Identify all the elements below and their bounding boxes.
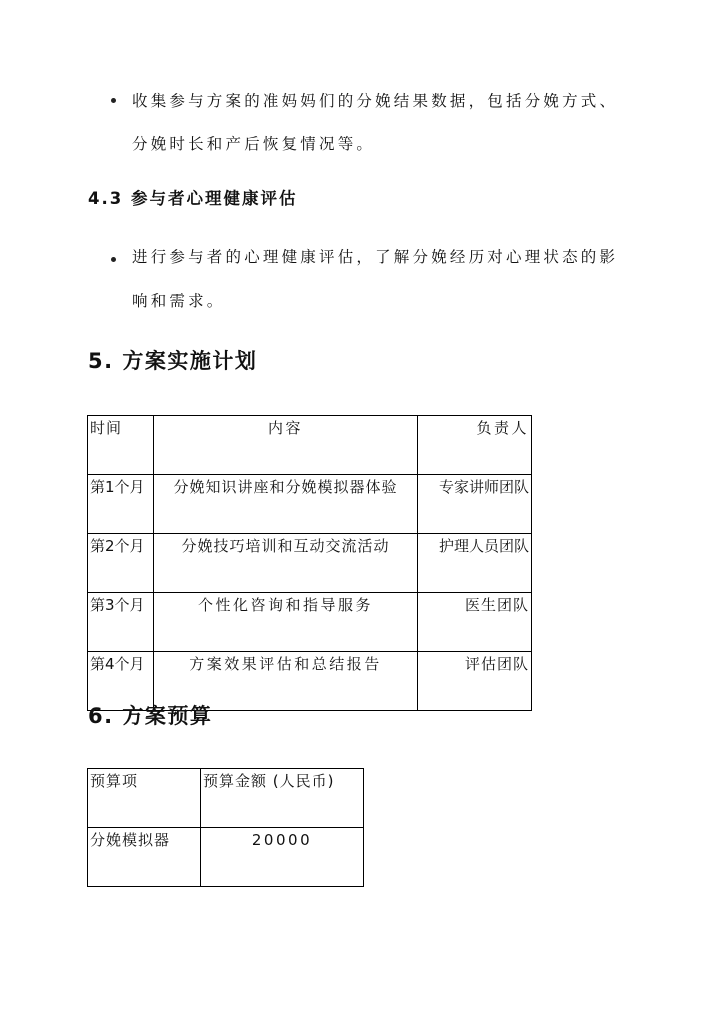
table-cell-amount: 20000 <box>201 828 364 887</box>
table-cell-content: 方案效果评估和总结报告 <box>154 652 418 711</box>
section-heading-5: 5. 方案实施计划 <box>88 349 258 373</box>
bullet-dot <box>111 257 116 262</box>
table-header-cell: 预算金额 (人民币) <box>201 769 364 828</box>
table-row <box>88 534 532 593</box>
table-cell-owner: 护理人员团队 <box>418 534 532 593</box>
table-header-row <box>88 769 364 828</box>
bullet-text-line: 响和需求。 <box>132 292 226 310</box>
subsection-heading-4-3: 4.3 参与者心理健康评估 <box>88 189 298 208</box>
bullet-text-line: 进行参与者的心理健康评估，了解分娩经历对心理状态的影 <box>132 248 619 266</box>
bullet-text-line: 分娩时长和产后恢复情况等。 <box>132 135 376 153</box>
table-cell-item: 分娩模拟器 <box>88 828 201 887</box>
section-heading-6: 6. 方案预算 <box>88 704 213 728</box>
budget-table <box>87 768 364 887</box>
table-row <box>88 593 532 652</box>
implementation-plan-table <box>87 415 532 711</box>
table-header-cell: 负责人 <box>418 416 532 475</box>
table-cell-owner: 医生团队 <box>418 593 532 652</box>
bullet-dot <box>111 98 116 103</box>
table-cell-owner: 专家讲师团队 <box>418 475 532 534</box>
table-header-row <box>88 416 532 475</box>
table-cell-content: 分娩技巧培训和互动交流活动 <box>154 534 418 593</box>
table-cell-time: 第4个月 <box>88 652 154 711</box>
table-cell-owner: 评估团队 <box>418 652 532 711</box>
table-header-cell: 时间 <box>88 416 154 475</box>
table-row <box>88 828 364 887</box>
table-row <box>88 475 532 534</box>
bullet-text-line: 收集参与方案的准妈妈们的分娩结果数据，包括分娩方式、 <box>132 92 619 110</box>
table-cell-time: 第1个月 <box>88 475 154 534</box>
table-cell-time: 第3个月 <box>88 593 154 652</box>
table-cell-time: 第2个月 <box>88 534 154 593</box>
table-header-cell: 内容 <box>154 416 418 475</box>
table-header-cell: 预算项 <box>88 769 201 828</box>
table-cell-content: 分娩知识讲座和分娩模拟器体验 <box>154 475 418 534</box>
table-cell-content: 个性化咨询和指导服务 <box>154 593 418 652</box>
